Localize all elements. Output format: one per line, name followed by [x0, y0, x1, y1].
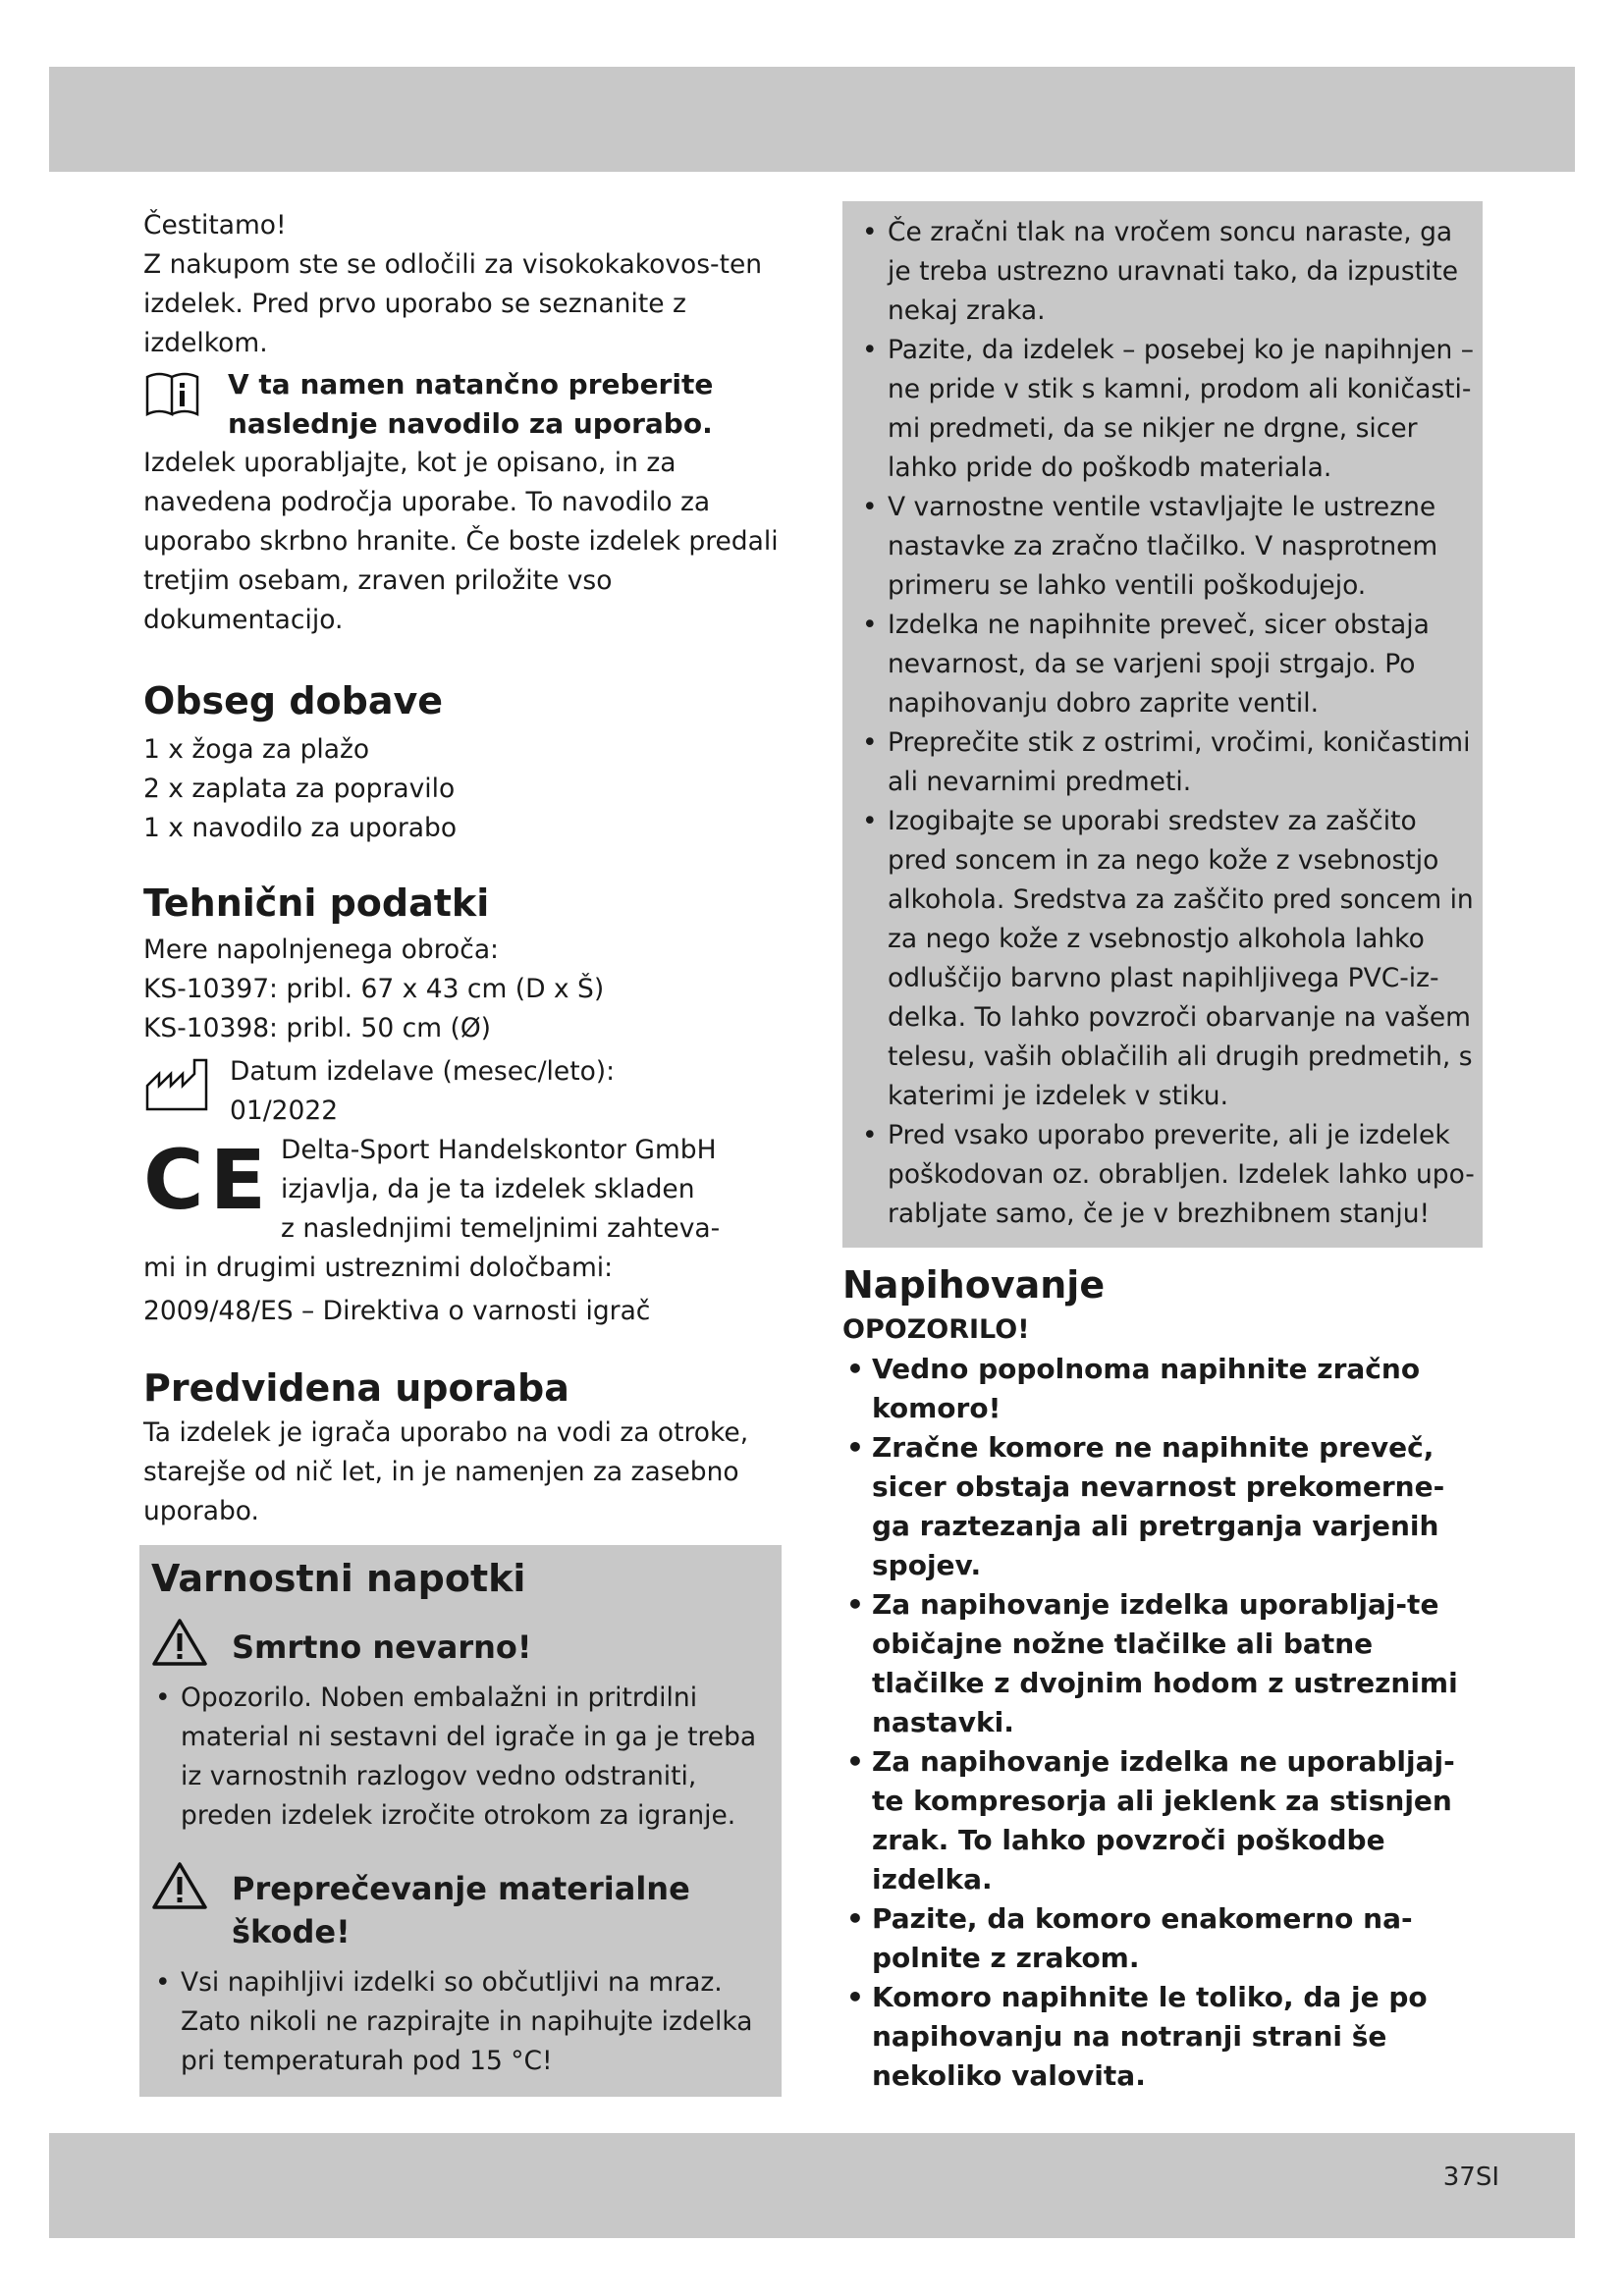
header-band: [49, 67, 1575, 172]
safety-box-right: [842, 201, 1483, 1248]
list-item: • Pazite, da izdelek – posebej ko je napihnjen – ne pride v stik s kamni, prodom ali koničasti-mi predmeti, da se nikjer ne drgne, sicer lahko pride do poškodb materiala.: [858, 331, 1477, 488]
inflate-list: [842, 1350, 1483, 2096]
list-item: • Pred vsako uporabo preverite, ali je izdelek poškodovan oz. obrabljen. Izdelek lahko upo-rabljate samo, če je v brezhibnem stanju!: [858, 1116, 1477, 1234]
list-item: • V varnostne ventile vstavljajte le ustrezne nastavke za zračno tlačilko. V nasprotnem primeru se lahko ventili poškodujejo.: [858, 488, 1477, 606]
page-number: 37SI: [1442, 2163, 1499, 2192]
tech-lines: [143, 931, 785, 1048]
danger-heading: [151, 1618, 774, 1669]
ce-text: mi in drugimi ustreznimi določbami:: [143, 1253, 614, 1283]
list-item: • Komoro napihnite le toliko, da je po napihovanju na notranji strani še nekoliko valovita.: [842, 1978, 1483, 2096]
intro-text-2: Izdelek uporabljajte, kot je opisano, in za navedena področja uporabe. To navodilo za uporabo skrbno hranite. Če boste izdelek predali tretjim osebam, zraven priložite vso dokumentacijo.: [143, 448, 779, 635]
list-item: • Pazite, da komoro enakomerno na-polnite z zrakom.: [842, 1899, 1483, 1978]
list-item: • Izogibajte se uporabi sredstev za zaščito pred soncem in za nego kože z vsebnostjo alkohola. Sredstva za zaščito pred soncem in za nego kože z vsebnostjo alkohola lahko odluščijo barvno plast napihljivega PVC-iz-delka. To lahko povzroči obarvanje na vašem telesu, vaših oblačilih ali drugih predmetih, s katerimi je izdelek v stiku.: [858, 802, 1477, 1116]
right-column: [842, 201, 1483, 2096]
warning-triangle-icon: [151, 1618, 208, 1667]
inflate-title: Napihovanje: [842, 1263, 1106, 1307]
ce-text: izjavlja, da je ta izdelek skladen: [281, 1174, 695, 1204]
safety-list: [858, 213, 1477, 1234]
list-item: • Vsi napihljivi izdelki so občutljivi na mraz. Zato nikoli ne razpirajte in napihujte izdelka pri temperaturah pod 15 °C!: [151, 1963, 774, 2081]
scope-list: [143, 730, 785, 848]
list-item: • Vedno popolnoma napihnite zračno komoro!: [842, 1350, 1483, 1428]
list-item: • Za napihovanje izdelka ne uporabljaj-te kompresorja ali jeklenk za stisnjen zrak. To lahko povzroči poškodbe izdelka.: [842, 1742, 1483, 1899]
list-item: • Izdelka ne napihnite preveč, sicer obstaja nevarnost, da se varjeni spoji strgajo. Po napihovanju dobro zaprite ventil.: [858, 606, 1477, 723]
danger-list: [151, 1679, 774, 1836]
scope-title: Obseg dobave: [143, 679, 444, 722]
date-label: Datum izdelave (mesec/leto):: [230, 1056, 616, 1087]
ce-declaration: [143, 1131, 785, 1249]
ce-mark-icon: CE: [143, 1132, 273, 1228]
damage-heading: [151, 1861, 774, 1953]
ce-text: z naslednjimi temeljnimi zahteva-: [281, 1213, 721, 1244]
tech-title: Tehnični podatki: [143, 881, 490, 925]
tech-line: Mere napolnjenega obroča:: [143, 934, 499, 965]
left-column: [143, 206, 785, 2097]
tech-line: KS-10397: pribl. 67 x 43 cm (D x Š): [143, 974, 605, 1004]
factory-date-icon: [143, 1056, 212, 1115]
read-manual-note: [143, 365, 785, 444]
manual-info-icon: [143, 367, 202, 418]
read-manual-text: V ta namen natančno preberite naslednje navodilo za uporabo.: [228, 368, 714, 440]
greeting: Čestitamo!: [143, 210, 287, 240]
scope-item: 1 x navodilo za uporabo: [143, 813, 458, 843]
date-value: 01/2022: [230, 1095, 339, 1126]
tech-line: KS-10398: pribl. 50 cm (Ø): [143, 1013, 492, 1043]
safety-title: Varnostni napotki: [151, 1557, 526, 1600]
manufacture-date: [143, 1052, 785, 1131]
list-item: • Če zračni tlak na vročem soncu naraste, ga je treba ustrezno uravnati tako, da izpustite nekaj zraka.: [858, 213, 1477, 331]
usage-text: Ta izdelek je igrača uporabo na vodi za otroke, starejše od nič let, in je namenjen za zasebno uporabo.: [143, 1417, 749, 1526]
damage-list: [151, 1963, 774, 2081]
list-item: • Preprečite stik z ostrimi, vročimi, koničastimi ali nevarnimi predmeti.: [858, 723, 1477, 802]
footer-band: [49, 2133, 1575, 2238]
safety-box-left: [139, 1545, 782, 2097]
inflate-warning: OPOZORILO!: [842, 1314, 1030, 1345]
scope-item: 2 x zaplata za popravilo: [143, 774, 456, 804]
scope-item: 1 x žoga za plažo: [143, 734, 370, 765]
list-item: • Za napihovanje izdelka uporabljaj-te običajne nožne tlačilke ali batne tlačilke z dvojnim hodom z ustreznimi nastavki.: [842, 1585, 1483, 1742]
usage-title: Predvidena uporaba: [143, 1366, 569, 1410]
list-item: • Opozorilo. Noben embalažni in pritrdilni material ni sestavni del igrače in ga je treba iz varnostnih razlogov vedno odstraniti, preden izdelek izročite otrokom za igranje.: [151, 1679, 774, 1836]
danger-title: Smrtno nevarno!: [232, 1629, 532, 1666]
ce-text: Delta-Sport Handelskontor GmbH: [281, 1135, 717, 1165]
ce-directive: 2009/48/ES – Direktiva o varnosti igrač: [143, 1296, 651, 1326]
list-item: • Zračne komore ne napihnite preveč, sicer obstaja nevarnost prekomerne-ga raztezanja ali pretrganja varjenih spojev.: [842, 1428, 1483, 1585]
warning-triangle-icon: [151, 1861, 208, 1910]
damage-title: Preprečevanje materialne škode!: [232, 1870, 690, 1950]
intro-text: Z nakupom ste se odločili za visokokakovos-ten izdelek. Pred prvo uporabo se seznanite z izdelkom.: [143, 249, 763, 358]
